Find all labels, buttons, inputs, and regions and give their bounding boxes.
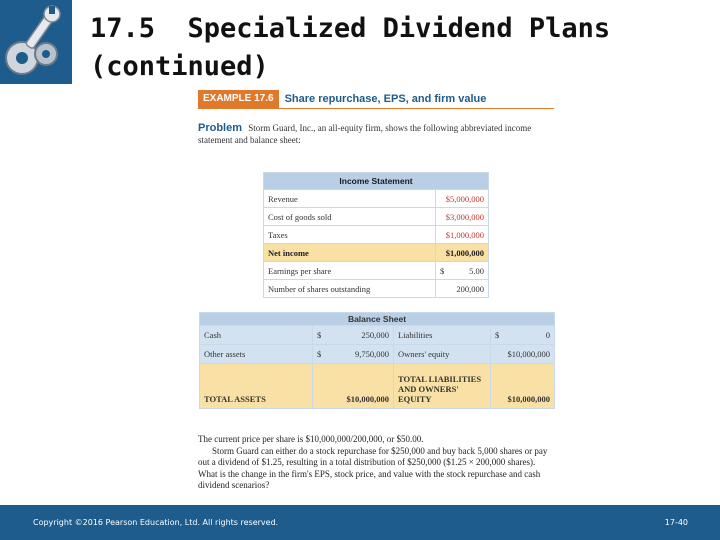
row-value: $1,000,000 [436,244,489,262]
liability-value [491,326,555,345]
row-label: Revenue [264,190,436,208]
table-row [264,190,489,208]
asset-amount: 9,750,000 [355,349,389,359]
table-row [200,326,555,345]
asset-value [313,326,394,345]
row-label: Taxes [264,226,436,244]
balance-sheet-table [199,312,555,409]
footer-bar [0,505,720,540]
liability-label: Liabilities [394,326,491,345]
row-label: Number of shares outstanding [264,280,436,298]
balance-sheet-header: Balance Sheet [200,313,555,326]
narrative-paragraph: The current price per share is $10,000,000/200,000, or $50.00. [198,434,424,444]
example-header [198,90,554,109]
income-statement-table [263,172,489,298]
liability-amount: 0 [545,330,550,340]
income-statement-header: Income Statement [264,173,489,190]
liability-value: $10,000,000 [491,364,555,409]
liability-value: $10,000,000 [491,345,555,364]
asset-label: TOTAL ASSETS [200,364,313,409]
slide-title-line-1: 17.5 Specialized Dividend Plans [90,13,611,44]
problem-text: Storm Guard, Inc., an all-equity firm, shows the following abbreviated income statement and balance sheet: [198,123,532,145]
table-row [264,262,489,280]
asset-label: Other assets [200,345,313,364]
table-row [200,345,555,364]
asset-value: $10,000,000 [313,364,394,409]
page-number: 17-40 [664,518,688,527]
row-value: $3,000,000 [436,208,489,226]
row-label: Net income [264,244,436,262]
asset-value [313,345,394,364]
asset-amount: 250,000 [361,330,389,340]
table-row [264,280,489,298]
liability-label: TOTAL LIABILITIES AND OWNERS' EQUITY [394,364,491,409]
row-amount: 5.00 [469,265,484,276]
row-value [436,262,489,280]
problem-statement [198,122,554,146]
asset-currency: $ [317,349,322,359]
row-currency: $ [440,265,445,276]
tools-logo [0,0,72,84]
row-value: $1,000,000 [436,226,489,244]
problem-lead: Problem [198,122,243,134]
table-row [264,226,489,244]
copyright-text: Copyright ©2016 Pearson Education, Ltd. All rights reserved. [33,518,279,527]
narrative-paragraph: Storm Guard can either do a stock repurchase for $250,000 and buy back 5,000 shares or pay out a dividend of $1.25, resulting in a total distribution of $250,000 ($1.25 × 200,000 shares). What is the change in the firm's EPS, stock price, and value with the stock repurchase and cash dividend scenarios? [198,445,548,490]
wrench-gear-icon [0,0,72,84]
row-label: Cost of goods sold [264,208,436,226]
narrative-text [198,434,554,492]
row-value: $5,000,000 [436,190,489,208]
liability-currency: $ [495,330,500,340]
example-title: Share repurchase, EPS, and firm value [284,93,487,105]
liability-label: Owners' equity [394,345,491,364]
row-value: 200,000 [436,280,489,298]
example-tag: EXAMPLE 17.6 [198,90,279,108]
table-row [264,208,489,226]
row-label: Earnings per share [264,262,436,280]
table-row-totals [200,364,555,409]
slide-title [90,10,710,86]
asset-label: Cash [200,326,313,345]
asset-currency: $ [317,330,322,340]
table-row-net-income [264,244,489,262]
slide-title-line-2: (continued) [90,51,269,82]
